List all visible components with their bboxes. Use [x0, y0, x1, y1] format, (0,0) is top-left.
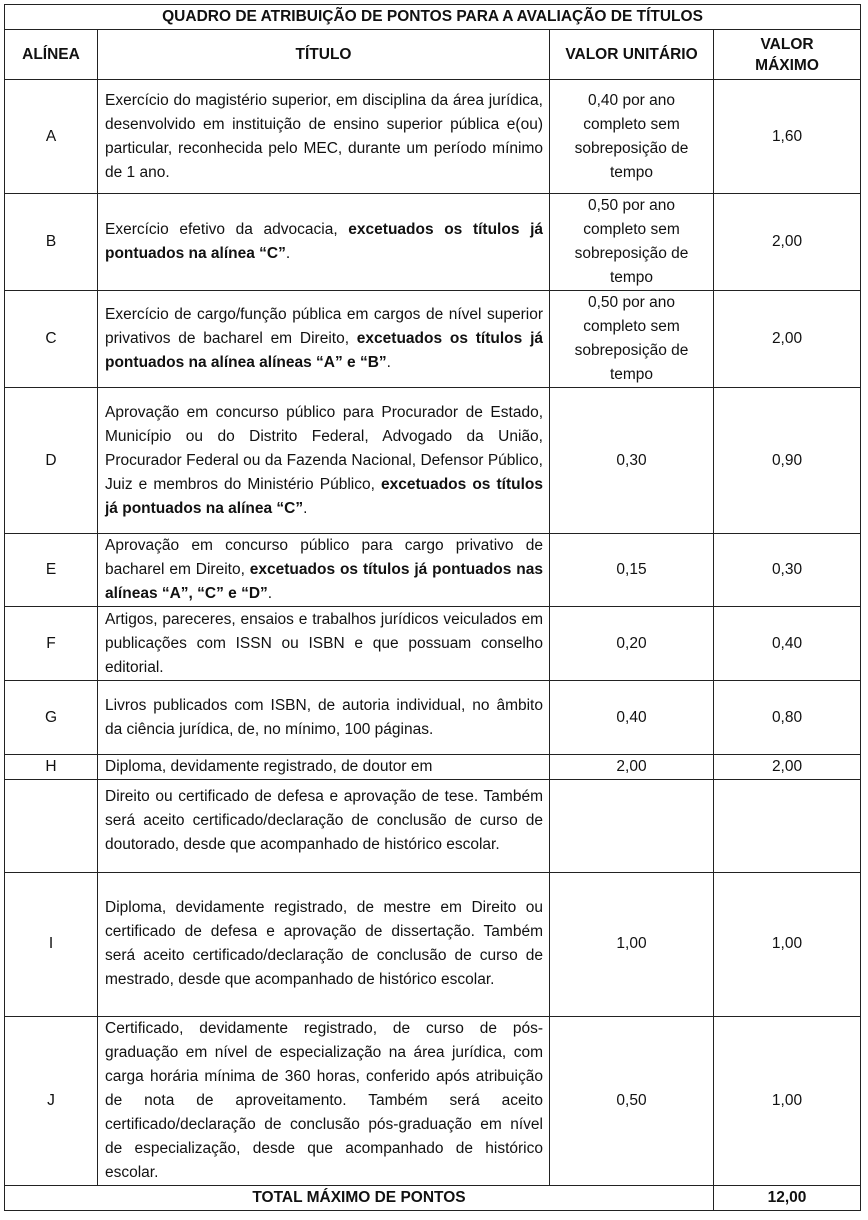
header-titulo: TÍTULO	[98, 30, 550, 80]
points-table-part-2	[4, 771, 861, 1211]
row-letter: H	[5, 755, 98, 780]
row-max-value: 0,40	[714, 607, 861, 681]
table-row-continuation	[5, 771, 861, 872]
header-valor-maximo: VALOR MÁXIMO	[714, 30, 861, 80]
row-max-value	[714, 771, 861, 872]
table-row	[5, 872, 861, 1016]
total-label: TOTAL MÁXIMO DE PONTOS	[5, 1185, 714, 1210]
row-letter: B	[5, 194, 98, 291]
table-row	[5, 534, 861, 607]
row-max-value: 0,80	[714, 681, 861, 755]
total-value: 12,00	[714, 1185, 861, 1210]
row-unit-value: 2,00	[550, 755, 714, 780]
row-unit-value: 0,50 por ano completo sem sobreposição de tempo	[550, 194, 714, 291]
row-letter: D	[5, 388, 98, 534]
row-title: Exercício efetivo da advocacia, excetuados os títulos já pontuados na alínea “C”.	[98, 194, 550, 291]
row-title: Aprovação em concurso público para Procurador de Estado, Município ou do Distrito Federal, Advogado da União, Procurador Federal ou da Fazenda Nacional, Defensor Público, Juiz e membros do Ministério Público, excetuados os títulos já pontuados na alínea “C”.	[98, 388, 550, 534]
row-max-value: 1,60	[714, 80, 861, 194]
row-title: Diploma, devidamente registrado, de mestre em Direito ou certificado de defesa e aprovação de dissertação. Também será aceito certificado/declaração de conclusão de curso de mestrado, desde que acompanhado de histórico escolar.	[98, 872, 550, 1016]
row-letter: C	[5, 291, 98, 388]
row-unit-value: 0,40	[550, 681, 714, 755]
table-row	[5, 681, 861, 755]
row-letter: F	[5, 607, 98, 681]
row-letter: J	[5, 1016, 98, 1185]
row-unit-value: 1,00	[550, 872, 714, 1016]
table-row	[5, 607, 861, 681]
table-row	[5, 388, 861, 534]
row-max-value: 2,00	[714, 755, 861, 780]
row-letter: E	[5, 534, 98, 607]
row-max-value: 1,00	[714, 872, 861, 1016]
row-unit-value: 0,50 por ano completo sem sobreposição de tempo	[550, 291, 714, 388]
row-title: Artigos, pareceres, ensaios e trabalhos jurídicos veiculados em publicações com ISSN ou ISBN e que possuam conselho editorial.	[98, 607, 550, 681]
row-title: Exercício de cargo/função pública em cargos de nível superior privativos de bacharel em Direito, excetuados os títulos já pontuados na alínea alíneas “A” e “B”.	[98, 291, 550, 388]
row-unit-value: 0,15	[550, 534, 714, 607]
row-max-value: 2,00	[714, 194, 861, 291]
row-max-value: 2,00	[714, 291, 861, 388]
row-title: Diploma, devidamente registrado, de doutor em	[98, 755, 550, 780]
row-title: Livros publicados com ISBN, de autoria individual, no âmbito da ciência jurídica, de, no mínimo, 100 páginas.	[98, 681, 550, 755]
row-unit-value: 0,30	[550, 388, 714, 534]
row-max-value: 0,30	[714, 534, 861, 607]
points-table-part-1	[4, 4, 861, 780]
header-valor-unitario: VALOR UNITÁRIO	[550, 30, 714, 80]
row-unit-value: 0,50	[550, 1016, 714, 1185]
table-row	[5, 80, 861, 194]
total-row	[5, 1185, 861, 1210]
header-alinea: ALÍNEA	[5, 30, 98, 80]
row-unit-value: 0,20	[550, 607, 714, 681]
row-unit-value: 0,40 por ano completo sem sobreposição de tempo	[550, 80, 714, 194]
row-max-value: 1,00	[714, 1016, 861, 1185]
row-unit-value	[550, 771, 714, 872]
row-letter: A	[5, 80, 98, 194]
row-letter: G	[5, 681, 98, 755]
table-row	[5, 194, 861, 291]
row-max-value: 0,90	[714, 388, 861, 534]
table-row	[5, 291, 861, 388]
row-title: Aprovação em concurso público para cargo privativo de bacharel em Direito, excetuados os títulos já pontuados nas alíneas “A”, “C” e “D”.	[98, 534, 550, 607]
row-letter	[5, 771, 98, 872]
table-row	[5, 1016, 861, 1185]
row-title: Certificado, devidamente registrado, de curso de pós-graduação em nível de especialização na área jurídica, com carga horária mínima de 360 horas, conferido após atribuição de nota de aproveitamento. Também será aceito certificado/declaração de conclusão pós-graduação em nível de especialização, desde que acompanhado de histórico escolar.	[98, 1016, 550, 1185]
row-title-continuation: Direito ou certificado de defesa e aprovação de tese. Também será aceito certificado/declaração de conclusão de curso de doutorado, desde que acompanhado de histórico escolar.	[98, 771, 550, 872]
row-title: Exercício do magistério superior, em disciplina da área jurídica, desenvolvido em instituição de ensino superior pública e(ou) particular, reconhecida pelo MEC, durante um período mínimo de 1 ano.	[98, 80, 550, 194]
table-title: QUADRO DE ATRIBUIÇÃO DE PONTOS PARA A AVALIAÇÃO DE TÍTULOS	[5, 5, 861, 30]
row-letter: I	[5, 872, 98, 1016]
